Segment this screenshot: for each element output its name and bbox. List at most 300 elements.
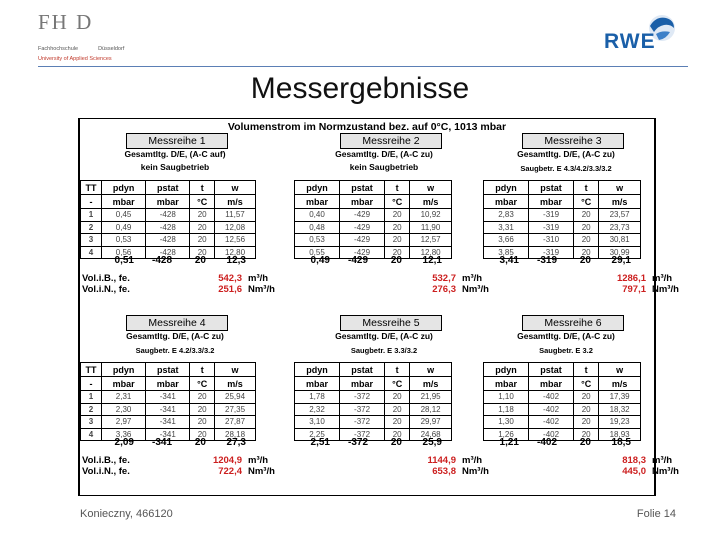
pdyn-cell: 2,32 (295, 403, 340, 416)
table-row (81, 403, 256, 416)
pdyn-cell: 3,10 (295, 416, 340, 429)
t-cell: 20 (190, 209, 215, 222)
col-pstat: pstat (146, 181, 190, 195)
group-line1: Gesamtltg. D/E, (A-C auf) (124, 149, 226, 159)
pstat-cell: -428 (146, 209, 190, 222)
table-header-row (81, 363, 256, 377)
group-line2: Saugbetr. E 4.2/3.3/3.2 (135, 346, 215, 355)
avg-t: 20 (579, 255, 591, 266)
w-cell: 11,57 (215, 209, 256, 222)
w-cell: 12,80 (410, 246, 452, 259)
pstat-cell: -428 (146, 221, 190, 234)
average-row (80, 437, 256, 450)
pstat-cell: -341 (146, 403, 190, 416)
t-cell: 20 (385, 234, 410, 247)
volume-values (590, 273, 646, 295)
tt-cell: 2 (81, 403, 102, 416)
w-cell: 24,68 (410, 428, 452, 441)
volume-units (462, 455, 489, 477)
table-row (484, 416, 641, 429)
pstat-cell: -428 (146, 246, 190, 259)
col-pstat: pstat (146, 363, 190, 377)
fhd-logo: FH D (38, 10, 94, 34)
fh-school: Fachhochschule (38, 46, 79, 52)
avg-pstat: -372 (347, 437, 368, 448)
col-pstat: pstat (340, 181, 385, 195)
volume-units (652, 273, 679, 295)
pdyn-cell: 1,10 (484, 391, 529, 404)
pstat-cell: -372 (340, 416, 385, 429)
col-t: t (385, 363, 410, 377)
w-cell: 19,23 (599, 416, 641, 429)
t-cell: 20 (190, 403, 215, 416)
volume-units (248, 455, 275, 477)
vol-in-value: 797,1 (622, 284, 646, 295)
w-cell: 30,81 (599, 234, 641, 247)
w-cell: 12,57 (410, 234, 452, 247)
col-w: w (599, 363, 641, 377)
unit-t: °C (190, 195, 215, 209)
unit-pstat: mbar (146, 195, 190, 209)
col-pdyn: pdyn (484, 363, 529, 377)
t-cell: 20 (385, 416, 410, 429)
pdyn-cell: 0,49 (102, 221, 146, 234)
unit-w: m/s (410, 195, 452, 209)
unit-pdyn: mbar (295, 377, 340, 391)
avg-pdyn: 0,49 (310, 255, 330, 266)
table-header-row (484, 181, 641, 195)
tt-cell: 2 (81, 221, 102, 234)
t-cell: 20 (190, 416, 215, 429)
vol-in-label: Vol.i.N., fe. (82, 466, 130, 477)
tt-cell: 4 (81, 428, 102, 441)
t-cell: 20 (574, 391, 599, 404)
avg-pstat: -428 (151, 255, 172, 266)
unit-pdyn: mbar (484, 377, 529, 391)
t-cell: 20 (190, 428, 215, 441)
group-line2: kein Saugbetrieb (140, 162, 210, 172)
col-pdyn: pdyn (102, 181, 146, 195)
messreihe-label: Messreihe 3 (522, 133, 624, 149)
pdyn-cell: 0,40 (295, 209, 340, 222)
pstat-cell: -310 (529, 234, 574, 247)
w-cell: 18,93 (599, 428, 641, 441)
volume-units (248, 273, 275, 295)
unit-t: °C (574, 195, 599, 209)
volume-values (590, 455, 646, 477)
unit-pstat: mbar (146, 377, 190, 391)
volume-labels (82, 273, 130, 295)
footer-slide: Folie 14 (636, 508, 676, 520)
volume-units (462, 273, 489, 295)
table-row (81, 221, 256, 234)
pstat-cell: -402 (529, 416, 574, 429)
w-cell: 12,08 (215, 221, 256, 234)
pstat-cell: -402 (529, 428, 574, 441)
unit-ib: m³/h (248, 455, 269, 466)
col-w: w (410, 363, 452, 377)
header-rule (38, 66, 688, 67)
t-cell: 20 (190, 234, 215, 247)
col-w: w (599, 181, 641, 195)
table-unit-row (295, 377, 452, 391)
w-cell: 17,39 (599, 391, 641, 404)
t-cell: 20 (574, 246, 599, 259)
measurement-table (80, 362, 256, 441)
pdyn-cell: 1,18 (484, 403, 529, 416)
avg-w: 12,1 (422, 255, 442, 266)
table-row (295, 209, 452, 222)
group-line2: kein Saugbetrieb (349, 162, 419, 172)
average-row (80, 255, 256, 268)
vol-in-value: 722,4 (218, 466, 242, 477)
unit-w: m/s (410, 377, 452, 391)
rwe-logo (604, 12, 684, 56)
avg-pdyn: 3,41 (499, 255, 519, 266)
w-cell: 12,56 (215, 234, 256, 247)
average-row (294, 255, 452, 268)
page-title: Messergebnisse (250, 72, 470, 105)
pstat-cell: -341 (146, 391, 190, 404)
pdyn-cell: 3,85 (484, 246, 529, 259)
t-cell: 20 (574, 403, 599, 416)
unit-ib: m³/h (462, 455, 483, 466)
avg-pstat: -429 (347, 255, 368, 266)
group-line1: Gesamtltg. D/E, (A-C zu) (517, 149, 615, 159)
measurement-table (294, 180, 452, 259)
avg-pstat: -319 (536, 255, 557, 266)
table-header-row (295, 363, 452, 377)
pdyn-cell: 2,97 (102, 416, 146, 429)
col-t: t (574, 181, 599, 195)
avg-pdyn: 1,21 (499, 437, 519, 448)
fh-name (38, 46, 144, 52)
unit-pstat: mbar (529, 195, 574, 209)
unit-tt: - (81, 195, 102, 209)
pstat-cell: -429 (340, 209, 385, 222)
t-cell: 20 (574, 209, 599, 222)
pdyn-cell: 1,30 (484, 416, 529, 429)
t-cell: 20 (385, 403, 410, 416)
t-cell: 20 (385, 209, 410, 222)
t-cell: 20 (190, 221, 215, 234)
unit-t: °C (574, 377, 599, 391)
pstat-cell: -429 (340, 246, 385, 259)
fh-city: Düsseldorf (98, 46, 125, 52)
table-row (81, 209, 256, 222)
pstat-cell: -429 (340, 234, 385, 247)
unit-t: °C (385, 377, 410, 391)
unit-tt: - (81, 377, 102, 391)
avg-pstat: -402 (536, 437, 557, 448)
pstat-cell: -319 (529, 221, 574, 234)
w-cell: 25,94 (215, 391, 256, 404)
table-header-row (81, 181, 256, 195)
pdyn-cell: 2,30 (102, 403, 146, 416)
pdyn-cell: 0,56 (102, 246, 146, 259)
vol-ib-label: Vol.i.B., fe. (82, 455, 130, 466)
table-row (484, 221, 641, 234)
table-header-row (484, 363, 641, 377)
tt-cell: 4 (81, 246, 102, 259)
unit-in: Nm³/h (652, 284, 679, 295)
group-header (476, 315, 656, 359)
col-pdyn: pdyn (295, 181, 340, 195)
table-row (295, 403, 452, 416)
unit-in: Nm³/h (652, 466, 679, 477)
pdyn-cell: 3,31 (484, 221, 529, 234)
rwe-wordmark: RWE (604, 30, 656, 53)
pdyn-cell: 2,83 (484, 209, 529, 222)
pstat-cell: -341 (146, 416, 190, 429)
avg-w: 29,1 (611, 255, 631, 266)
messreihe-label: Messreihe 5 (340, 315, 442, 331)
unit-pstat: mbar (340, 377, 385, 391)
pstat-cell: -372 (340, 403, 385, 416)
group-line1: Gesamtltg. D/E, (A-C zu) (517, 331, 615, 341)
tt-cell: 1 (81, 209, 102, 222)
w-cell: 11,90 (410, 221, 452, 234)
unit-in: Nm³/h (248, 466, 275, 477)
group-line2: Saugbetr. E 3.3/3.2 (350, 346, 418, 355)
messreihe-label: Messreihe 1 (126, 133, 228, 149)
t-cell: 20 (190, 246, 215, 259)
measurement-table (483, 180, 641, 259)
volume-units (652, 455, 679, 477)
col-pstat: pstat (529, 181, 574, 195)
unit-w: m/s (599, 195, 641, 209)
pstat-cell: -319 (529, 209, 574, 222)
table-row (484, 234, 641, 247)
unit-ib: m³/h (652, 455, 673, 466)
pdyn-cell: 2,25 (295, 428, 340, 441)
pdyn-cell: 0,53 (102, 234, 146, 247)
volume-values (186, 273, 242, 295)
table-row (484, 403, 641, 416)
table-unit-row (484, 377, 641, 391)
unit-ib: m³/h (248, 273, 269, 284)
unit-pstat: mbar (340, 195, 385, 209)
avg-t: 20 (579, 437, 591, 448)
average-row (483, 437, 641, 450)
w-cell: 18,32 (599, 403, 641, 416)
t-cell: 20 (574, 428, 599, 441)
table-header-row (295, 181, 452, 195)
pdyn-cell: 3,66 (484, 234, 529, 247)
t-cell: 20 (385, 391, 410, 404)
group-header (80, 133, 270, 177)
pstat-cell: -341 (146, 428, 190, 441)
t-cell: 20 (385, 246, 410, 259)
vol-ib-value: 542,3 (218, 273, 242, 284)
tt-cell: 3 (81, 234, 102, 247)
volume-values (186, 455, 242, 477)
volume-values (400, 273, 456, 295)
group-line2: Saugbetr. E 3.2 (539, 346, 593, 355)
pstat-cell: -372 (340, 428, 385, 441)
pstat-cell: -402 (529, 403, 574, 416)
vol-ib-value: 818,3 (622, 455, 646, 466)
table-row (81, 416, 256, 429)
avg-t: 20 (390, 255, 402, 266)
w-cell: 27,87 (215, 416, 256, 429)
col-pstat: pstat (340, 363, 385, 377)
pdyn-cell: 1,26 (484, 428, 529, 441)
vol-ib-value: 1204,9 (212, 455, 242, 466)
col-tt: TT (81, 363, 102, 377)
results-sheet (78, 118, 679, 496)
w-cell: 28,18 (215, 428, 256, 441)
col-t: t (385, 181, 410, 195)
unit-pdyn: mbar (484, 195, 529, 209)
col-pdyn: pdyn (295, 363, 340, 377)
t-cell: 20 (574, 234, 599, 247)
group-header (294, 315, 474, 359)
average-row (294, 437, 452, 450)
w-cell: 27,35 (215, 403, 256, 416)
volume-title: Volumenstrom im Normzustand bez. auf 0°C, 1013 mbar (227, 121, 507, 133)
w-cell: 23,73 (599, 221, 641, 234)
avg-pdyn: 2,09 (114, 437, 134, 448)
avg-t: 20 (194, 437, 206, 448)
avg-w: 18,5 (611, 437, 631, 448)
table-unit-row (484, 195, 641, 209)
pdyn-cell: 0,48 (295, 221, 340, 234)
avg-pstat: -341 (151, 437, 172, 448)
w-cell: 30,99 (599, 246, 641, 259)
col-pdyn: pdyn (102, 363, 146, 377)
unit-pdyn: mbar (102, 377, 146, 391)
tt-cell: 1 (81, 391, 102, 404)
unit-w: m/s (599, 377, 641, 391)
col-pstat: pstat (529, 363, 574, 377)
col-t: t (190, 181, 215, 195)
col-w: w (215, 181, 256, 195)
measurement-table (80, 180, 256, 259)
pdyn-cell: 1,78 (295, 391, 340, 404)
pstat-cell: -402 (529, 391, 574, 404)
group-line2: Saugbetr. E 4.3/4.2/3.3/3.2 (520, 164, 612, 173)
table-unit-row (81, 377, 256, 391)
group-line1: Gesamtltg. D/E, (A-C zu) (335, 149, 433, 159)
table-unit-row (81, 195, 256, 209)
unit-w: m/s (215, 195, 256, 209)
messreihe-label: Messreihe 2 (340, 133, 442, 149)
unit-in: Nm³/h (462, 284, 489, 295)
volume-labels (82, 455, 130, 477)
col-t: t (574, 363, 599, 377)
table-row (295, 221, 452, 234)
messreihe-label: Messreihe 4 (126, 315, 228, 331)
vol-in-value: 251,6 (218, 284, 242, 295)
avg-t: 20 (390, 437, 402, 448)
pdyn-cell: 2,31 (102, 391, 146, 404)
col-tt: TT (81, 181, 102, 195)
col-t: t (190, 363, 215, 377)
avg-t: 20 (194, 255, 206, 266)
t-cell: 20 (190, 391, 215, 404)
group-line1: Gesamtltg. D/E, (A-C zu) (335, 331, 433, 341)
average-row (483, 255, 641, 268)
table-row (81, 234, 256, 247)
vol-ib-label: Vol.i.B., fe. (82, 273, 130, 284)
col-w: w (215, 363, 256, 377)
table-row (484, 391, 641, 404)
table-row (295, 234, 452, 247)
unit-w: m/s (215, 377, 256, 391)
table-row (81, 391, 256, 404)
vol-ib-value: 1144,9 (427, 455, 456, 466)
measurement-table (483, 362, 641, 441)
unit-t: °C (385, 195, 410, 209)
table-unit-row (295, 195, 452, 209)
table-row (295, 391, 452, 404)
vol-ib-value: 1286,1 (616, 273, 646, 284)
w-cell: 23,57 (599, 209, 641, 222)
t-cell: 20 (574, 416, 599, 429)
messreihe-label: Messreihe 6 (522, 315, 624, 331)
w-cell: 12,80 (215, 246, 256, 259)
vol-in-label: Vol.i.N., fe. (82, 284, 130, 295)
group-header (80, 315, 270, 359)
volume-values (400, 455, 456, 477)
w-cell: 10,92 (410, 209, 452, 222)
pstat-cell: -428 (146, 234, 190, 247)
avg-pdyn: 2,51 (310, 437, 330, 448)
avg-pdyn: 0,51 (114, 255, 134, 266)
vol-in-value: 653,8 (432, 466, 456, 477)
pdyn-cell: 0,45 (102, 209, 146, 222)
unit-pstat: mbar (529, 377, 574, 391)
pstat-cell: -372 (340, 391, 385, 404)
unit-ib: m³/h (652, 273, 673, 284)
table-row (484, 209, 641, 222)
unit-in: Nm³/h (462, 466, 489, 477)
vol-ib-value: 532,7 (432, 273, 456, 284)
avg-w: 12,3 (226, 255, 246, 266)
pdyn-cell: 0,55 (295, 246, 340, 259)
group-header (294, 133, 474, 177)
w-cell: 28,12 (410, 403, 452, 416)
pstat-cell: -429 (340, 221, 385, 234)
group-header (476, 133, 656, 177)
tt-cell: 3 (81, 416, 102, 429)
unit-in: Nm³/h (248, 284, 275, 295)
col-pdyn: pdyn (484, 181, 529, 195)
pdyn-cell: 0,53 (295, 234, 340, 247)
fh-university: University of Applied Sciences (38, 56, 112, 62)
table-row (295, 416, 452, 429)
avg-w: 27,3 (226, 437, 246, 448)
t-cell: 20 (385, 221, 410, 234)
pdyn-cell: 3,36 (102, 428, 146, 441)
t-cell: 20 (574, 221, 599, 234)
unit-ib: m³/h (462, 273, 483, 284)
footer-author: Konieczny, 466120 (80, 508, 173, 520)
col-w: w (410, 181, 452, 195)
unit-pdyn: mbar (102, 195, 146, 209)
vol-in-value: 276,3 (432, 284, 456, 295)
w-cell: 29,97 (410, 416, 452, 429)
unit-pdyn: mbar (295, 195, 340, 209)
avg-w: 25,9 (422, 437, 442, 448)
t-cell: 20 (385, 428, 410, 441)
w-cell: 21,95 (410, 391, 452, 404)
unit-t: °C (190, 377, 215, 391)
measurement-table (294, 362, 452, 441)
pstat-cell: -319 (529, 246, 574, 259)
group-line1: Gesamtltg. D/E, (A-C zu) (126, 331, 224, 341)
